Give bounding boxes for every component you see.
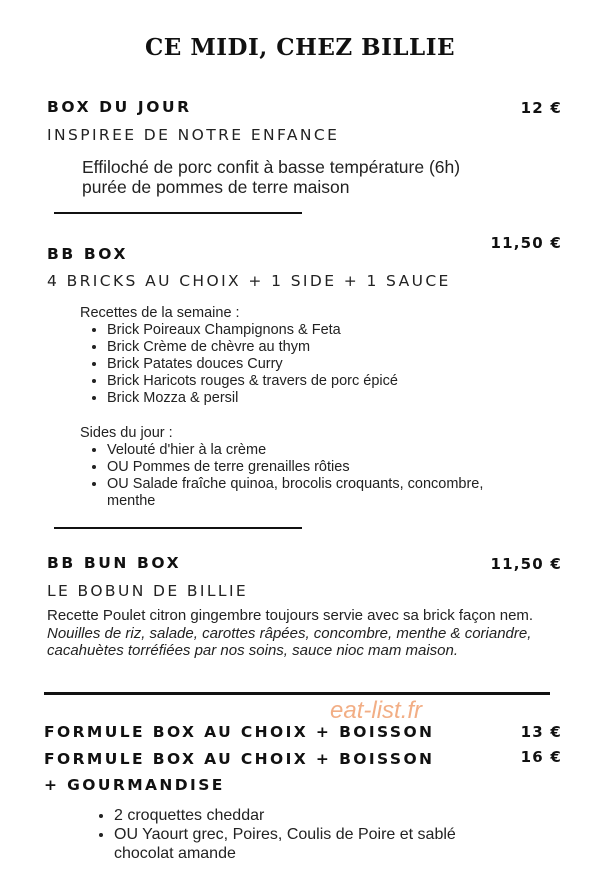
bb-bun-box-subtitle: LE BOBUN DE BILLIE	[47, 582, 249, 600]
list-item: • 2 croquettes cheddar	[114, 806, 490, 825]
bb-bun-box-price: 11,50 €	[490, 555, 562, 573]
list-item: • Brick Crème de chèvre au thym	[107, 339, 560, 356]
box-du-jour-description	[82, 157, 582, 197]
desserts	[90, 806, 490, 863]
bb-bun-box-desc-italic: Nouilles de riz, salade, carottes râpées, concombre, menthe & coriandre, cacahuètes torréfiées par nos soins, sauce nioc mam maison.	[47, 624, 532, 659]
list-item: • Brick Haricots rouges & travers de porc épicé	[107, 373, 560, 390]
list-item: • Brick Patates douces Curry	[107, 356, 560, 373]
desserts-list	[90, 806, 490, 863]
bb-box-recipes	[80, 305, 560, 407]
bb-box-sides	[80, 425, 500, 510]
recipes-list	[80, 322, 560, 407]
list-item: • Brick Poireaux Champignons & Feta	[107, 322, 560, 339]
bb-bun-box-desc-plain: Recette Poulet citron gingembre toujours servie avec sa brick façon nem.	[47, 607, 534, 624]
bb-bun-box-name: BB BUN BOX	[47, 554, 182, 572]
list-item: • OU Salade fraîche quinoa, brocolis croquants, concombre, menthe	[107, 476, 500, 510]
formule-1-price: 13 €	[520, 723, 562, 741]
formule-2-continuation: + GOURMANDISE	[44, 776, 225, 794]
list-item: • OU Yaourt grec, Poires, Coulis de Poire et sablé chocolat amande	[114, 825, 490, 863]
box-du-jour-line-1: Effiloché de porc confit à basse température (6h)	[82, 157, 461, 177]
divider-3	[44, 692, 550, 695]
list-item: • Velouté d'hier à la crème	[107, 442, 500, 459]
formule-2-price: 16 €	[520, 748, 562, 766]
sides-list	[80, 442, 500, 510]
list-item: • OU Pommes de terre grenailles rôties	[107, 459, 500, 476]
menu-title: CE MIDI, CHEZ BILLIE	[145, 34, 455, 61]
bb-box-name: BB BOX	[47, 245, 129, 263]
recipes-label: Recettes de la semaine :	[80, 305, 240, 321]
formule-2-name: FORMULE BOX AU CHOIX + BOISSON	[44, 750, 435, 768]
box-du-jour-line-2: purée de pommes de terre maison	[82, 177, 350, 197]
divider-2	[54, 527, 302, 529]
bb-box-price: 11,50 €	[490, 234, 562, 252]
box-du-jour-subtitle: INSPIREE DE NOTRE ENFANCE	[47, 126, 340, 144]
watermark-text: eat-list.fr	[330, 697, 423, 724]
bb-bun-box-description	[47, 607, 567, 660]
box-du-jour-price: 12 €	[520, 99, 562, 117]
formule-1-name: FORMULE BOX AU CHOIX + BOISSON	[44, 723, 435, 741]
divider-1	[54, 212, 302, 214]
box-du-jour-name: BOX DU JOUR	[47, 98, 192, 116]
bb-box-subtitle: 4 BRICKS AU CHOIX + 1 SIDE + 1 SAUCE	[47, 272, 451, 290]
list-item: • Brick Mozza & persil	[107, 390, 560, 407]
sides-label: Sides du jour :	[80, 425, 173, 441]
